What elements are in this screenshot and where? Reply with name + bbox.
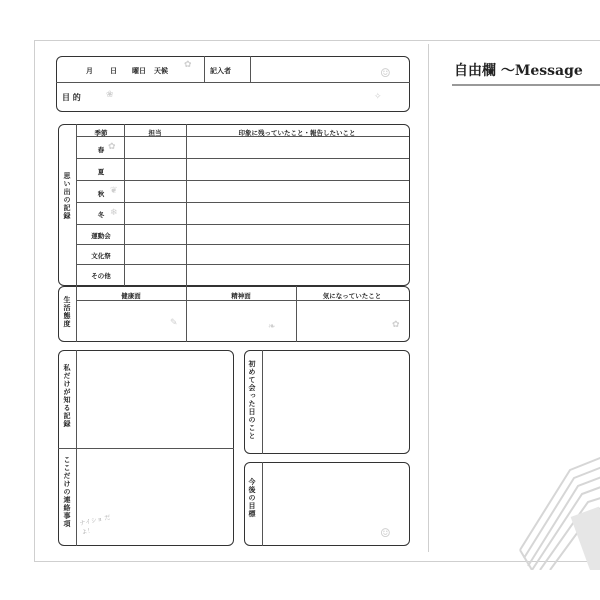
book-icon — [510, 430, 600, 570]
private-record-title: 私だけが知る記録 — [63, 364, 72, 428]
flower-icon: ✿ — [392, 320, 400, 330]
row-label-sports-day: 運動会 — [91, 232, 111, 240]
leaf-doodle-icon: ❀ — [106, 90, 114, 100]
flower-icon: ✿ — [184, 60, 192, 70]
row-label-autumn: 秋 — [97, 190, 105, 198]
smiley-icon: ☺ — [380, 66, 391, 80]
pencil-icon: ✎ — [170, 318, 178, 328]
panel-divider — [428, 44, 429, 552]
month-label: 月 — [86, 66, 93, 75]
column-header-health: 健康面 — [121, 292, 141, 300]
snowflake-icon: ❄ — [110, 208, 118, 218]
row-label-summer: 夏 — [97, 168, 105, 176]
weekday-label: 曜日 — [132, 66, 146, 75]
doodle-icon: ✧ — [374, 92, 382, 102]
row-label-other: その他 — [91, 272, 111, 280]
memory-section-title: 思い出の記録 — [63, 172, 72, 220]
row-label-winter: 冬 — [97, 211, 105, 219]
leaf-doodle-icon: ❧ — [268, 322, 276, 332]
column-header-concerns: 気になっていたこと — [322, 292, 382, 300]
column-header-impression: 印象に残っていたこと・報告したいこと — [238, 129, 356, 137]
smiley-icon: ☺ — [380, 526, 391, 540]
weather-label: 天候 — [154, 66, 168, 75]
header-box — [56, 56, 410, 112]
message-title-underline — [452, 84, 600, 86]
contact-notes-title: ここだけの連絡事項 — [63, 456, 72, 528]
goal-label: 目 的 — [62, 92, 81, 102]
column-header-season: 季節 — [94, 129, 108, 137]
column-header-person: 担当 — [148, 129, 162, 137]
leaf-icon: ❦ — [110, 186, 118, 196]
column-header-mental: 精神面 — [231, 292, 251, 300]
message-panel-title: 自由欄 ～Message — [454, 63, 583, 79]
future-goal-title: 今後の目標 — [248, 478, 257, 518]
row-label-culture-festival: 文化祭 — [91, 252, 111, 260]
writer-label: 記入者 — [210, 66, 231, 75]
first-meeting-title: 初めて会った日のこと — [248, 360, 257, 440]
life-section-title: 生活態度 — [63, 296, 72, 328]
row-label-spring: 春 — [97, 146, 105, 154]
first-meeting-box — [244, 350, 410, 454]
day-label: 日 — [110, 66, 117, 75]
secret-doodle-text: ナイショ だよ！ — [79, 513, 112, 537]
flower-icon: ✿ — [108, 142, 116, 152]
